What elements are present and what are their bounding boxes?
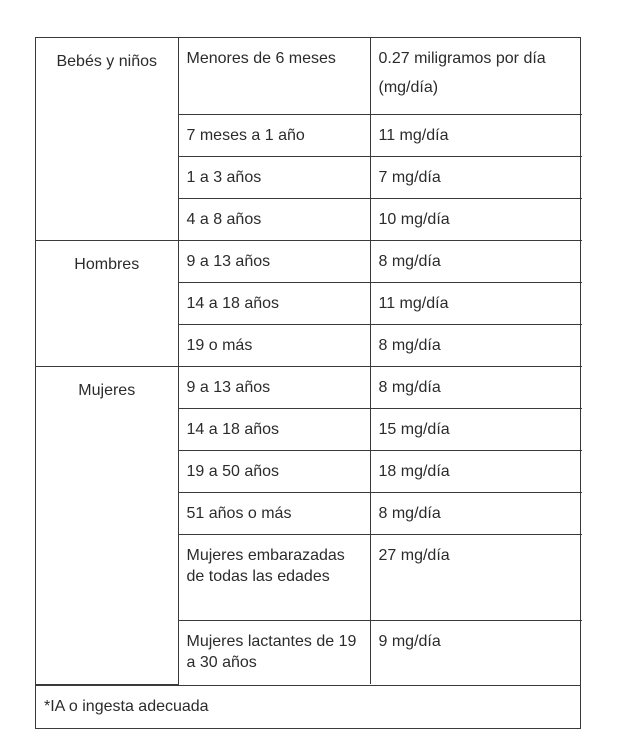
age-cell: 19 o más: [178, 324, 370, 366]
age-cell: 4 a 8 años: [178, 198, 370, 240]
group-label-women: Mujeres: [36, 366, 178, 684]
amount-cell: 7 mg/día: [370, 156, 582, 198]
amount-cell: 9 mg/día: [370, 620, 582, 684]
age-cell: 1 a 3 años: [178, 156, 370, 198]
age-cell: 14 a 18 años: [178, 282, 370, 324]
amount-cell: 11 mg/día: [370, 114, 582, 156]
group-label-men: Hombres: [36, 240, 178, 366]
amount-cell: 0.27 miligramos por día (mg/día): [370, 38, 582, 114]
table-row: [36, 240, 582, 282]
amount-cell: 10 mg/día: [370, 198, 582, 240]
age-cell: 51 años o más: [178, 492, 370, 534]
amount-cell: 8 mg/día: [370, 366, 582, 408]
table-footnote: *IA o ingesta adecuada: [36, 685, 580, 728]
group-label-text: Bebés y niños: [56, 53, 157, 70]
amount-cell: 8 mg/día: [370, 324, 582, 366]
intake-table-grid: [36, 38, 582, 685]
amount-cell: 15 mg/día: [370, 408, 582, 450]
age-cell: 9 a 13 años: [178, 366, 370, 408]
table-row: [36, 366, 582, 408]
age-cell: 7 meses a 1 año: [178, 114, 370, 156]
amount-cell: 8 mg/día: [370, 492, 582, 534]
age-cell: 9 a 13 años: [178, 240, 370, 282]
age-cell: 19 a 50 años: [178, 450, 370, 492]
amount-cell: 8 mg/día: [370, 240, 582, 282]
age-cell: Mujeres lactantes de 19 a 30 años: [178, 620, 370, 684]
age-cell: Mujeres embarazadas de todas las edades: [178, 534, 370, 620]
iron-intake-table: [35, 37, 581, 729]
amount-cell: 18 mg/día: [370, 450, 582, 492]
group-label-infants: [36, 38, 178, 240]
amount-cell: 27 mg/día: [370, 534, 582, 620]
amount-cell: 11 mg/día: [370, 282, 582, 324]
age-cell: Menores de 6 meses: [178, 38, 370, 114]
age-cell: 14 a 18 años: [178, 408, 370, 450]
table-row: [36, 38, 582, 114]
